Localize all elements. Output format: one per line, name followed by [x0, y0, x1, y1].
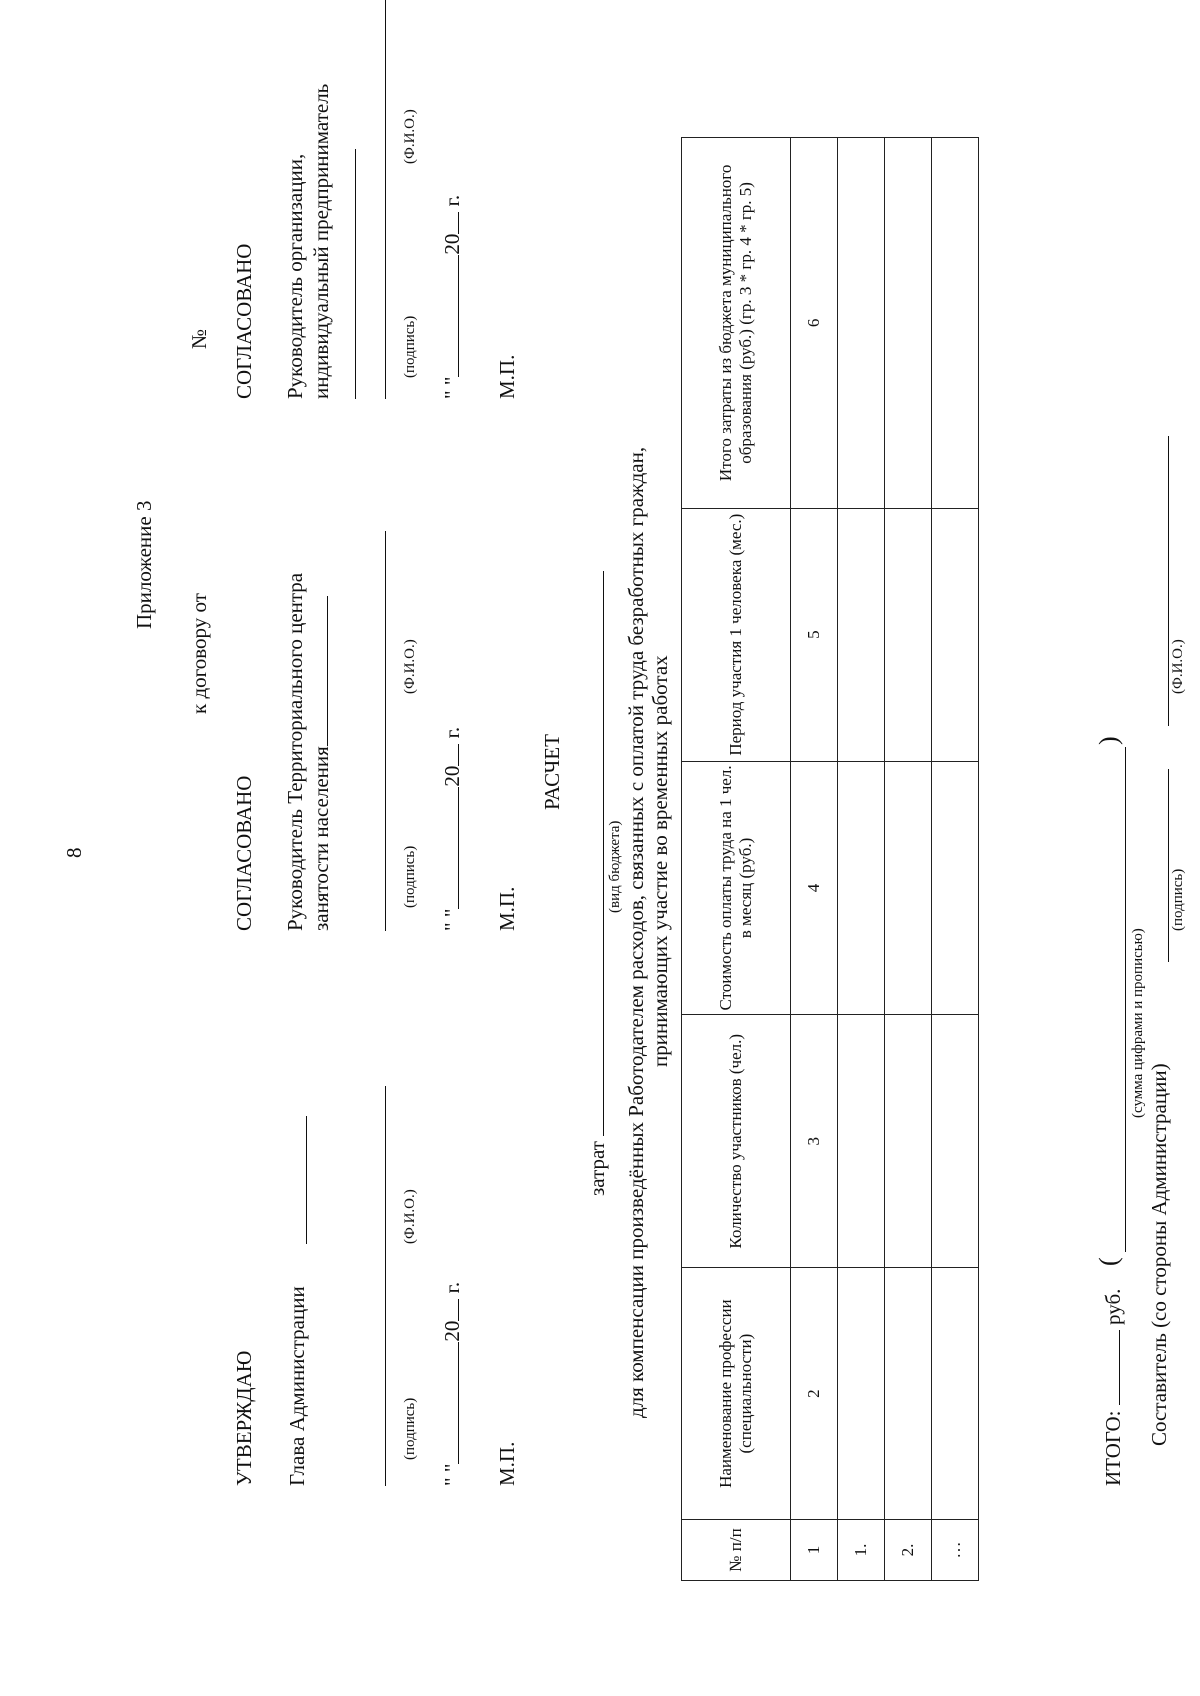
agreed-center-date-quotes: " " [440, 908, 464, 931]
table-row [885, 138, 932, 1581]
row-label: … [932, 1520, 979, 1581]
table-cell[interactable] [932, 508, 979, 761]
table-cell[interactable] [885, 1015, 932, 1268]
approve-signature-label: (подпись) [402, 1397, 418, 1460]
agreed-center-month-line [440, 787, 459, 909]
table-cell[interactable] [932, 761, 979, 1015]
table-row [838, 138, 885, 1581]
column-header-total: Итого затраты из бюджета муниципального образования (руб.) (гр. 3 * гр. 4 * гр. 5) [682, 138, 791, 509]
costs-label: затрат [585, 1141, 609, 1196]
agreed-center-stamp: М.П. [495, 886, 519, 931]
column-number-cell: 4 [791, 761, 838, 1015]
purpose-line-2: принимающих участие во временных работах [648, 655, 672, 1067]
approve-sign-line [385, 1086, 386, 1486]
column-number-cell: 1 [791, 1520, 838, 1581]
agreed-employer-date-quotes: " " [440, 376, 464, 399]
purpose-line-1: для компенсации произведённых Работодателем расходов, связанных с оплатой труда безработных граждан, [624, 446, 648, 1418]
approve-name-label: (Ф.И.О.) [402, 1189, 418, 1244]
contract-number-sign: № [187, 328, 211, 349]
approve-year-suffix: г. [440, 1281, 464, 1294]
agreed-employer-date [440, 195, 464, 399]
agreed-employer-extra-line [355, 149, 356, 399]
table-cell[interactable] [838, 1015, 885, 1268]
total-amount-line[interactable] [1101, 1330, 1120, 1405]
approve-year: 20 [440, 1320, 464, 1342]
approve-year-line [440, 1299, 459, 1321]
agreed-center-sign-line [385, 531, 386, 931]
total-line [1101, 1289, 1125, 1486]
agreed-employer-heading: СОГЛАСОВАНО [232, 243, 256, 399]
agreed-employer-year-suffix: г. [440, 194, 464, 207]
agreed-employer-role-line1: Руководитель организации, [283, 153, 307, 399]
table-cell[interactable] [885, 1268, 932, 1520]
table-cell[interactable] [838, 761, 885, 1015]
budget-type-caption: (вид бюджета) [607, 820, 623, 913]
column-header-number: № п/п [682, 1520, 791, 1581]
column-header-monthly-cost: Стоимость оплаты труда на 1 чел. в месяц (руб.) [682, 761, 791, 1015]
contract-reference: к договору от [187, 593, 211, 714]
column-header-profession: Наименование профессии (специальности) [682, 1268, 791, 1520]
table-cell[interactable] [932, 1268, 979, 1520]
table-cell[interactable] [932, 1015, 979, 1268]
table-header-row [682, 138, 791, 1581]
table-cell[interactable] [838, 1268, 885, 1520]
row-label: 2. [885, 1520, 932, 1581]
appendix-title: Приложение 3 [132, 500, 156, 629]
table-cell[interactable] [838, 138, 885, 509]
agreed-employer-stamp: М.П. [495, 354, 519, 399]
agreed-center-role-text: занятости населения [309, 746, 333, 931]
compiler-name-label: (Ф.И.О.) [1170, 639, 1186, 694]
agreed-center-year-line [440, 744, 459, 766]
approve-role: Глава Администрации [285, 1286, 309, 1486]
agreed-center-signature-label: (подпись) [402, 845, 418, 908]
table-row [932, 138, 979, 1581]
agreed-center-year-suffix: г. [440, 726, 464, 739]
compiler-signature-label: (подпись) [1170, 868, 1186, 931]
approve-date [440, 1282, 464, 1486]
page-number: 8 [62, 847, 86, 858]
table-cell[interactable] [885, 761, 932, 1015]
costs-line [585, 571, 609, 1196]
column-number-cell: 3 [791, 1015, 838, 1268]
total-label: ИТОГО: [1101, 1410, 1125, 1486]
table-column-numbers-row [791, 138, 838, 1581]
compiler-name-line[interactable] [1168, 436, 1169, 726]
total-close-bracket: ) [1094, 736, 1123, 745]
agreed-employer-year: 20 [440, 233, 464, 255]
table-cell[interactable] [885, 138, 932, 509]
agreed-employer-role-line2: индивидуальный предприниматель [309, 83, 333, 399]
agreed-center-name-label: (Ф.И.О.) [402, 639, 418, 694]
agreed-employer-month-line [440, 255, 459, 377]
agreed-center-role-underline [309, 596, 328, 746]
approve-heading: УТВЕРЖДАЮ [232, 1350, 256, 1486]
table-cell[interactable] [932, 138, 979, 509]
agreed-employer-year-line [440, 212, 459, 234]
budget-type-line [585, 571, 604, 1136]
total-open-bracket: ( [1094, 1257, 1123, 1266]
column-header-participants: Количество участников (чел.) [682, 1015, 791, 1268]
total-words-line[interactable] [1125, 747, 1126, 1252]
agreed-employer-name-label: (Ф.И.О.) [402, 109, 418, 164]
agreed-center-role-line2 [309, 596, 333, 931]
calculation-table [681, 137, 979, 1581]
document-title: РАСЧЕТ [540, 734, 564, 810]
column-header-period: Период участия 1 человека (мес.) [682, 508, 791, 761]
row-label: 1. [838, 1520, 885, 1581]
approve-stamp: М.П. [495, 1441, 519, 1486]
agreed-center-date [440, 727, 464, 931]
approve-month-line [440, 1342, 459, 1464]
column-number-cell: 6 [791, 138, 838, 509]
total-amount-caption: (сумма цифрами и прописью) [1130, 928, 1146, 1118]
table-cell[interactable] [838, 508, 885, 761]
agreed-center-role-line1: Руководитель Территориального центра [283, 572, 307, 931]
agreed-center-year: 20 [440, 765, 464, 787]
approve-role-line [306, 1116, 307, 1244]
agreed-employer-signature-label: (подпись) [402, 315, 418, 378]
agreed-center-heading: СОГЛАСОВАНО [232, 775, 256, 931]
compiler-sign-line[interactable] [1168, 769, 1169, 962]
approve-date-quotes: " " [440, 1463, 464, 1486]
compiler-label: Составитель (со стороны Администрации) [1147, 1063, 1171, 1446]
column-number-cell: 5 [791, 508, 838, 761]
total-currency: руб. [1101, 1288, 1125, 1325]
table-cell[interactable] [885, 508, 932, 761]
column-number-cell: 2 [791, 1268, 838, 1520]
agreed-employer-sign-line [385, 0, 386, 399]
